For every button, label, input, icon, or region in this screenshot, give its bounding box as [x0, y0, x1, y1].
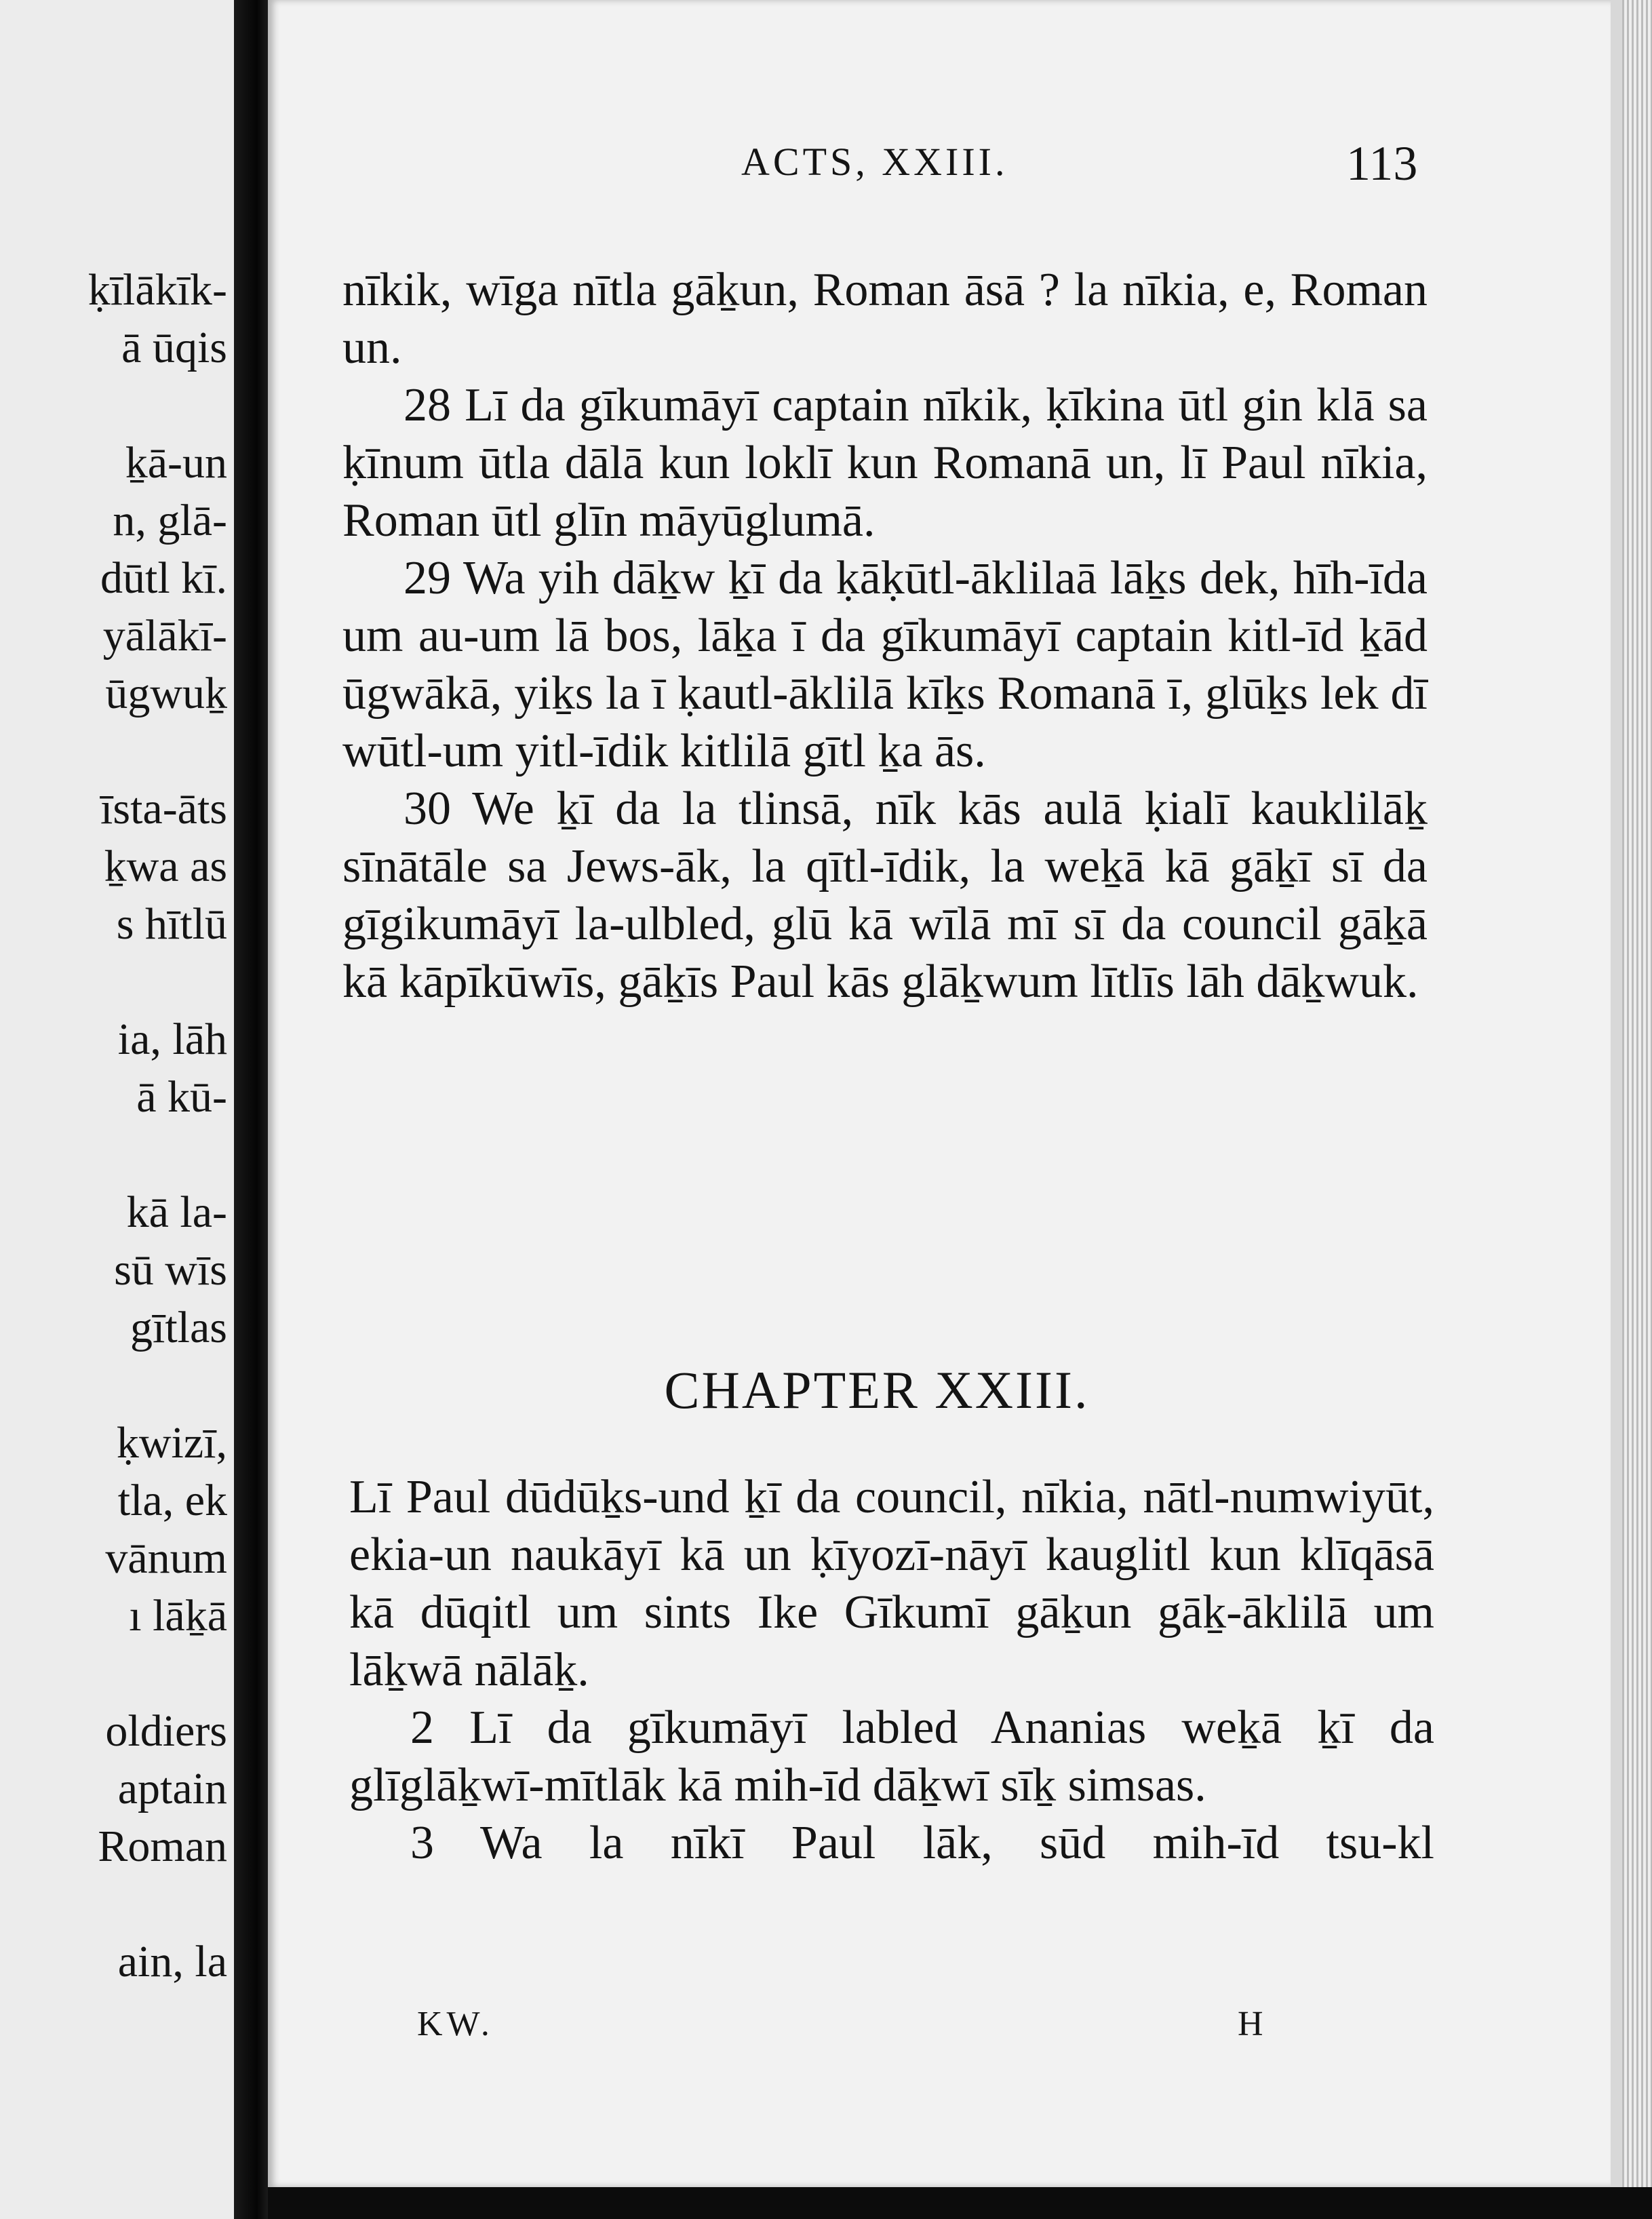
- facing-line: oldiers: [105, 1706, 227, 1756]
- page-edges: [1622, 0, 1652, 2219]
- page-number: 113: [1346, 136, 1418, 191]
- facing-line: tla, ek: [117, 1476, 227, 1525]
- facing-line: [88, 376, 227, 434]
- facing-line: aptain: [117, 1764, 227, 1813]
- book-gutter: [234, 0, 272, 2219]
- verse-paragraph: 28 Lī da gīkumāyī captain nīkik, ḳīkina ūtl gin klā sa ḳīnum ūtla dālā kun loklī kun Romanā un, lī Paul nīkia, Roman ūtl glīn māyūglumā.: [342, 379, 1428, 547]
- facing-line: [88, 722, 227, 780]
- verse-paragraph: 30 We ḵī da la tlinsā, nīk kās aulā ḳialī kauklilāḵ sīnātāle sa Jews-āk, la qītl-īdik, la weḵā kā gāḵī sī da gīgikumāyī la-ulbled, glū kā wīlā mī sī da council gāḵā kā kāpīkūwīs, gāḵīs Paul kās glāḵwum lītlīs lāh dāḵwuk.: [342, 783, 1428, 1008]
- facing-page: [0, 0, 234, 2219]
- verse-paragraph: 29 Wa yih dāḵw ḵī da ḳāḳūtl-āklilaā lāḵs dek, hīh-īda um au-um lā bos, lāḵa ī da gīkumāyī captain kitl-īd ḵād ūgwākā, yiḵs la ī ḳautl-āklilā kīḵs Romanā ī, glūḵs lek dī wūtl-um yitl-īdik kitlilā gītl ḵa ās.: [342, 552, 1428, 777]
- verse-paragraph: Lī Paul dūdūḵs-und ḵī da council, nīkia, nātl-numwiyūt, ekia-un naukāyī kā un ḳīyozī-nāyī kauglitl kun klīqāsā kā dūqitl um sints Ike Gīkumī gāḵun gāḵ-āklilā um lāḵwā nālāḵ.: [349, 1471, 1434, 1696]
- facing-line: [88, 953, 227, 1010]
- verse-block-acts-22: [342, 261, 1428, 1010]
- facing-line: ūgwuḵ: [105, 669, 227, 718]
- facing-line: yālākī-: [102, 611, 227, 661]
- facing-line: ı lāḵā: [129, 1591, 227, 1641]
- bottom-shadow: [268, 2187, 1652, 2219]
- verse-paragraph: 2 Lī da gīkumāyī labled Ananias weḵā ḵī da glīglāḵwī-mītlāk kā mih-īd dāḵwī sīḵ simsas.: [349, 1702, 1434, 1811]
- facing-line: [88, 1126, 227, 1183]
- running-head: ACTS, XXIII.: [741, 140, 1008, 184]
- facing-line: ḳwizī,: [116, 1418, 227, 1468]
- facing-line: gītlas: [130, 1303, 227, 1352]
- facing-line: ḵwa as: [104, 842, 227, 891]
- signature-mark: H: [1238, 2005, 1263, 2043]
- facing-page-text: [88, 261, 227, 1990]
- facing-line: vānum: [105, 1533, 227, 1583]
- facing-line: [88, 1875, 227, 1933]
- chapter-heading: CHAPTER XXIII.: [664, 1360, 1090, 1419]
- facing-line: īsta-āts: [100, 784, 227, 833]
- facing-line: Roman: [98, 1822, 227, 1871]
- printer-signature: KW.: [417, 2005, 494, 2043]
- facing-line: ā ūqis: [121, 323, 227, 372]
- facing-line: n, glā-: [113, 496, 227, 545]
- facing-line: kā la-: [126, 1187, 227, 1237]
- verse-block-acts-23: [349, 1468, 1434, 1872]
- verse-paragraph: 3 Wa la nīkī Paul lāk, sūd mih-īd tsu-kl: [410, 1817, 1434, 1869]
- facing-line: s hītlū: [116, 899, 227, 949]
- facing-line: ā kū-: [136, 1072, 227, 1122]
- facing-line: dūtl kī.: [100, 553, 227, 603]
- facing-line: ia, lāh: [117, 1015, 227, 1064]
- facing-line: [88, 1645, 227, 1702]
- verse-paragraph: nīkik, wīga nītla gāḵun, Roman āsā ? la nīkia, e, Roman un.: [342, 264, 1428, 374]
- facing-line: ain, la: [117, 1937, 227, 1986]
- facing-line: ḵā-un: [125, 438, 227, 488]
- facing-line: ḳīlākīk-: [87, 265, 227, 315]
- facing-line: sū wīs: [114, 1245, 227, 1295]
